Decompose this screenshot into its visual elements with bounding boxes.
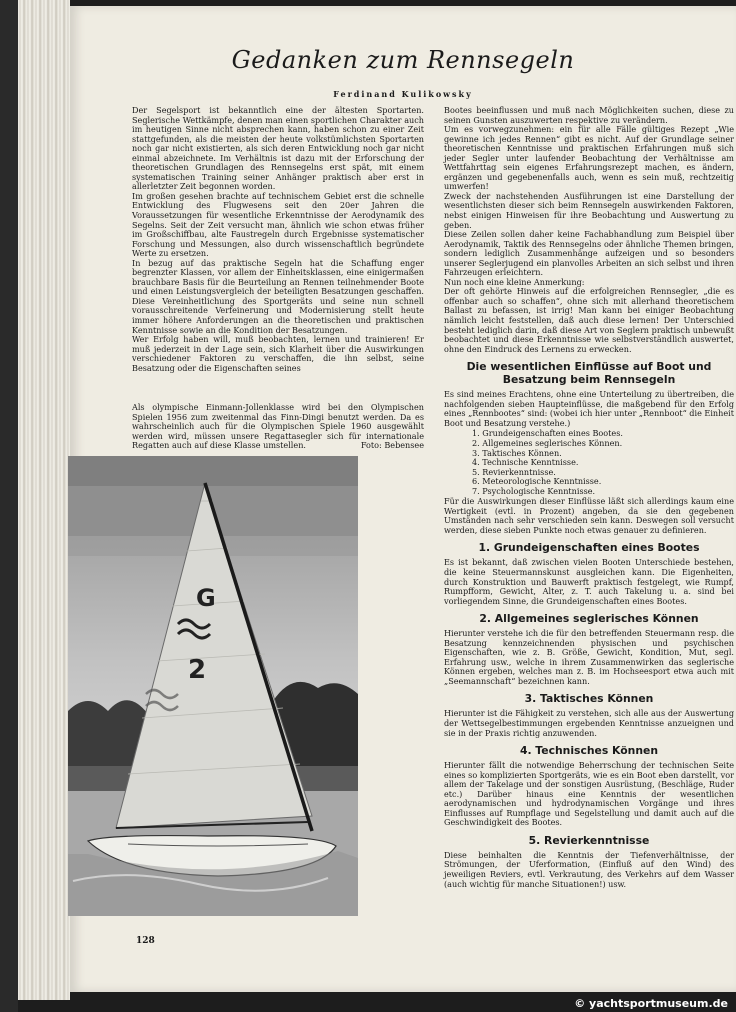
list-item: 4. Technische Kenntnisse.: [472, 457, 579, 468]
sail-letter: G: [196, 584, 216, 612]
paragraph: Um es vorwegzunehmen: ein für alle Fälle gültiges Rezept „Wie gewinne ich jedes Rennen“ gibt es nicht. Auf der Grundlage seiner theoretischen Kenntnisse und praktischen Erfahrungen muß sich jeder Segler unter laufender Beobachtung der Verhältnisse am Wettfahrttag sein eigenes Erfahrungsrezept machen, es ändern, ergänzen und gegebenenfalls auch, wenn es sein muß, rechtzeitig umwerfen!: [444, 124, 734, 192]
paragraph: Der oft gehörte Hinweis auf die erfolgreichen Rennsegler, „die es offenbar auch so schaffen“, ohne sich mit allerhand theoretischem Ballast zu befassen, ist irrig! Man kann bei einiger Beobachtung nämlich leicht feststellen, daß auch diese lernen! Der Unterschied besteht lediglich darin, daß diese Art von Seglern praktisch unbewußt beobachtet und diese Erkenntnisse wie selbstverständlich auswertet, ohne den Eindruck des Lernens zu erwecken.: [444, 286, 734, 354]
list-item: 3. Taktisches Können.: [472, 447, 562, 458]
sailboat-photo: [68, 456, 358, 916]
copyright-watermark: © yachtsportmuseum.de: [574, 997, 728, 1010]
paragraph: Wer Erfolg haben will, muß beobachten, lernen und trainieren! Er muß jederzeit in der Lage sein, sich Klarheit über die Auswirkungen verschiedener Faktoren zu verschaffen, die ihn selbst, seine Besatzung oder die Eigenschaften seines: [132, 334, 424, 373]
section-heading: 4. Technisches Können: [519, 744, 659, 758]
sail-number: 2: [188, 655, 207, 685]
paragraph: Der Segelsport ist bekanntlich eine der ältesten Sportarten. Seglerische Wettkämpfe, denen man einen sportlichen Charakter auch im heutigen Sinne nicht absprechen kann, haben schon zu einer Zeit stattgefunden, als die meisten der heute volkstümlichsten Sportarten noch gar nicht existierten, als sich deren Entwicklung noch gar nicht einmal abzeichnete. Im Verhältnis ist dazu mit der Erforschung der theoretischen Grundlagen des Rennsegelns erst spät, mit einem systematischen Training seiner Anhänger praktisch aber erst in allerletzter Zeit begonnen worden.: [132, 105, 424, 192]
paragraph: Im großen gesehen brachte auf technischem Gebiet erst die schnelle Entwicklung des Flugwesens seit den 20er Jahren die Voraussetzungen für wesentliche Erkenntnisse der Aerodynamik des Segelns. Seit der Zeit versucht man, ähnlich wie schon etwas früher im Großschiffbau, alte Faustregeln durch Ergebnisse systematischer Forschung und Messungen, also durch wissenschaftlich begründete Werte zu ersetzen.: [132, 190, 424, 259]
photo-caption: [132, 403, 424, 451]
paragraph: Für die Auswirkungen dieser Einflüsse läßt sich allerdings kaum eine Wertigkeit (evtl. in Prozent) angeben, da sie den gegebenen Umständen nach sehr verschieden sein kann. Deswegen soll versucht werden, diese sieben Punkte noch etwas genauer zu definieren.: [444, 496, 734, 535]
paragraph: Es sind meines Erachtens, ohne eine Unterteilung zu übertreiben, die nachfolgenden sieben Haupteinflüsse, die maßgebend für den Erfolg eines „Rennbootes“ sind: (wobei ich hier unter „Rennboot“ die Einheit Boot und Besatzung verstehe.): [444, 389, 734, 428]
list-item: 6. Meteorologische Kenntnisse.: [472, 476, 602, 487]
list-item: 2. Allgemeines seglerisches Können.: [472, 437, 623, 448]
section-text: Hierunter verstehe ich die für den betreffenden Steuermann resp. die Besatzung kennzeichnenden physischen und psychischen Eigenschaften, wie z. B. Größe, Gewicht, Kondition, Mut, segl. Erfahrung usw., welche in ihrem Zusammenwirken das seglerische Können ergeben, welches man z. B. im Hochseesport etwa auch mit „Seemannschaft“ bezeichnen kann.: [444, 628, 734, 686]
paragraph: Diese Zeilen sollen daher keine Fachabhandlung zum Beispiel über Aerodynamik, Taktik des Rennsegelns oder ähnliche Themen bringen, sondern lediglich Zusammenhänge aufzeigen und so besonders unserer Seglerjugend ein planvolles Arbeiten an sich selbst und ihren Fahrzeugen erleichtern.: [444, 229, 734, 278]
list-item: 1. Grundeigenschaften eines Bootes.: [472, 428, 623, 439]
section-text: Es ist bekannt, daß zwischen vielen Booten Unterschiede bestehen, die keine Steuermannskunst ausgleichen kann. Die Eigenheiten, durch Konstruktion und Bauwerft praktisch festgelegt, wie Rumpf, Rumpfform, Gewicht, Alter, z. T. auch Takelung u. a. sind bei vorliegendem Sinne, die Grundeigenschaften eines Bootes.: [444, 557, 734, 606]
list-item: 7. Psychologische Kenntnisse.: [472, 485, 596, 496]
photo-credit: Foto: Bebensee: [360, 440, 424, 451]
paragraph: Bootes beeinflussen und muß nach Möglichkeiten suchen, diese zu seinen Gunsten auszuwerten respektive zu verändern.: [444, 105, 734, 125]
section-text: Diese beinhalten die Kenntnis der Tiefenverhältnisse, der Strömungen, der Uferformation, (Einfluß auf den Wind) des jeweiligen Reviers, evtl. Verkrautung, des Verkehrs auf dem Wasser (auch wichtig für manche Situationen!) usw.: [444, 849, 734, 889]
page-number: 128: [136, 936, 155, 946]
right-column: [444, 106, 734, 889]
caption-text: Als olympische Einmann-Jollenklasse wird bei den Olympischen Spielen 1956 zum zweitenmal das Finn-Dingi benutzt werden. Da es wahrscheinlich auch für die Olympischen Spiele 1960 ausgewählt werden wird, müssen unsere Regattasegler sich für internationale Regatten auch auf diese Klasse umstellen.: [132, 402, 424, 451]
list-item: 5. Revierkenntnisse.: [472, 466, 556, 477]
section-heading: 3. Taktisches Können: [524, 692, 654, 706]
section-heading: 2. Allgemeines seglerisches Können: [479, 612, 699, 626]
influence-list: [472, 429, 734, 496]
page-edges: [18, 0, 70, 1000]
section-text: Hierunter fällt die notwendige Beherrschung der technischen Seite eines so komplizierten Sportgeräts, wie es ein Boot eben darstellt, vor allem der Takelage und der sonstigen Ausrüstung, (Beschläge, Ruder etc.) Darüber hinaus eine Kenntnis der wesentlichen aerodynamischen und hydrodynamischen Vorgänge und ihres Einflusses auf Rumpflage und Segelstellung und damit auch auf die Geschwindigkeit des Bootes.: [444, 760, 734, 828]
left-column: [132, 106, 424, 373]
section-heading: 5. Revierkenntnisse: [528, 833, 650, 847]
paragraph: In bezug auf das praktische Segeln hat die Schaffung enger begrenzter Klassen, vor allem der Einheitsklassen, eine einigermaßen brauchbare Basis für die Beurteilung an Rennen teilnehmender Boote und einen Leistungsvergleich der beteiligten Besatzungen geschaffen. Diese Vereinheitlichung des Sportgeräts und seine nun schnell vorausschreitende Verfeinerung und Modernisierung stellt heute immer höhere Anforderungen an die theoretischen und praktischen Kenntnisse sowie an die Kondition der Besatzungen.: [132, 257, 424, 335]
section-heading: 1. Grundeigenschaften eines Bootes: [478, 541, 700, 555]
book-spine: [0, 0, 18, 1012]
paragraph: Zweck der nachstehenden Ausführungen ist eine Darstellung der wesentlichsten dieser sich beim Rennsegeln auswirkenden Faktoren, nebst einigen Hinweisen für ihre Beobachtung und Auswertung zu geben.: [444, 190, 734, 230]
article-author: Ferdinand Kulikowsky: [333, 89, 473, 99]
section-text: Hierunter ist die Fähigkeit zu verstehen, sich alle aus der Auswertung der Wettsegelbestimmungen ergebenden Kenntnisse anzueignen und sie in der Praxis richtig anzuwenden.: [444, 708, 734, 738]
finn-dinghy-illustration: [68, 456, 358, 916]
article-title: Gedanken zum Rennsegeln: [231, 46, 575, 74]
main-heading: Die wesentlichen Einflüsse auf Boot und Besatzung beim Rennsegeln: [466, 360, 712, 387]
paragraph: Nun noch eine kleine Anmerkung:: [444, 276, 585, 287]
